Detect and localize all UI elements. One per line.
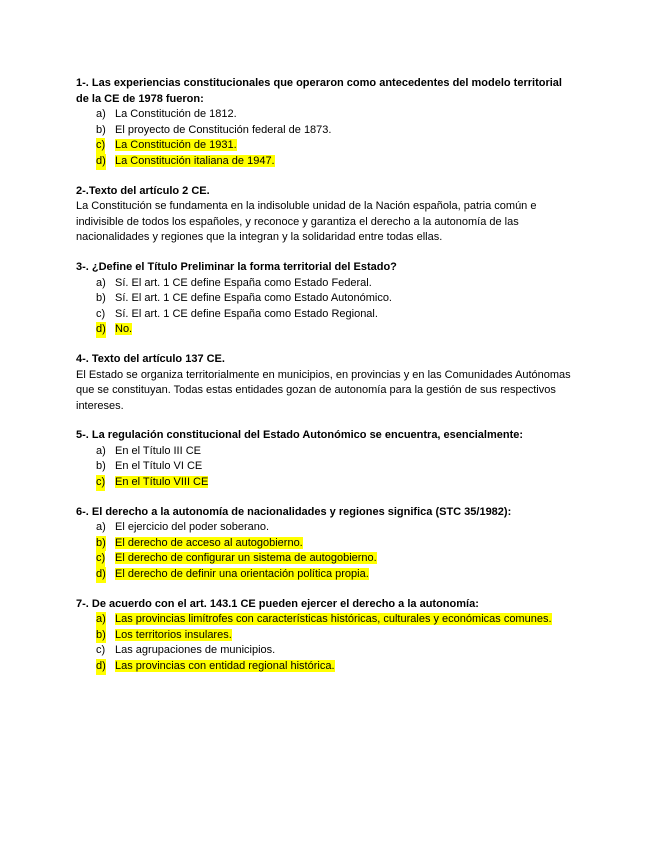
question-7 bbox=[76, 597, 575, 675]
option-letter: a) bbox=[96, 276, 106, 289]
option-c bbox=[76, 475, 575, 491]
option-text-highlighted: Las provincias con entidad regional histórica. bbox=[115, 660, 335, 672]
option-text-highlighted: Los territorios insulares. bbox=[115, 628, 232, 641]
option-text-highlighted: La Constitución de 1931. bbox=[115, 139, 237, 152]
option-letter: d) bbox=[96, 154, 106, 170]
option-letter: b) bbox=[96, 536, 106, 552]
option-text: La Constitución de 1812. bbox=[115, 108, 237, 121]
option-a bbox=[76, 276, 575, 292]
option-d bbox=[76, 567, 575, 583]
option-text: Las agrupaciones de municipios. bbox=[115, 644, 276, 657]
option-text-highlighted: La Constitución italiana de 1947. bbox=[115, 154, 275, 167]
option-letter: b) bbox=[96, 292, 106, 305]
option-text: Sí. El art. 1 CE define España como Estado Federal. bbox=[115, 276, 372, 289]
option-text-highlighted: En el Título VIII CE bbox=[115, 476, 209, 489]
question-title: 3-. ¿Define el Título Preliminar la forma territorial del Estado? bbox=[76, 260, 397, 273]
option-letter: d) bbox=[96, 567, 106, 583]
option-letter: b) bbox=[96, 628, 106, 644]
option-text-highlighted: El derecho de definir una orientación política propia. bbox=[115, 568, 369, 581]
option-list bbox=[76, 276, 575, 338]
question-5 bbox=[76, 428, 575, 490]
option-b bbox=[76, 123, 575, 139]
question-1 bbox=[76, 76, 575, 170]
option-d bbox=[76, 322, 575, 338]
option-text: En el Título III CE bbox=[115, 444, 202, 457]
option-text: Sí. El art. 1 CE define España como Estado Regional. bbox=[115, 307, 378, 320]
option-text: En el Título VI CE bbox=[115, 460, 203, 473]
option-text-highlighted: Las provincias limítrofes con características históricas, culturales y económicas comunes. bbox=[115, 613, 552, 626]
option-a bbox=[76, 107, 575, 123]
option-letter: c) bbox=[96, 138, 105, 154]
option-text: El proyecto de Constitución federal de 1873. bbox=[115, 123, 332, 136]
question-3 bbox=[76, 260, 575, 338]
question-title: 7-. De acuerdo con el art. 143.1 CE pueden ejercer el derecho a la autonomía: bbox=[76, 597, 479, 610]
option-text-highlighted: El derecho de acceso al autogobierno. bbox=[115, 536, 303, 549]
option-d bbox=[76, 154, 575, 170]
option-text-highlighted: No. bbox=[115, 323, 133, 336]
option-list bbox=[76, 520, 575, 582]
option-list bbox=[76, 612, 575, 674]
option-b bbox=[76, 536, 575, 552]
option-letter: b) bbox=[96, 123, 106, 136]
option-d bbox=[76, 659, 575, 675]
option-c bbox=[76, 643, 575, 659]
option-letter: a) bbox=[96, 521, 106, 534]
question-6 bbox=[76, 505, 575, 583]
option-c bbox=[76, 307, 575, 323]
question-title: 4-. Texto del artículo 137 CE. bbox=[76, 352, 225, 365]
option-a bbox=[76, 520, 575, 536]
option-a bbox=[76, 612, 575, 628]
option-text: El ejercicio del poder soberano. bbox=[115, 521, 270, 534]
option-letter: d) bbox=[96, 659, 106, 675]
option-list bbox=[76, 107, 575, 169]
option-letter: c) bbox=[96, 551, 105, 567]
option-letter: a) bbox=[96, 444, 106, 457]
option-list bbox=[76, 444, 575, 491]
question-4 bbox=[76, 352, 575, 414]
article-text: La Constitución se fundamenta en la indisoluble unidad de la Nación española, patria común e indivisible de todos los españoles, y reconoce y garantiza el derecho a la autonomía de las nacionalidades y regiones que la integran y la solidaridad entre todas ellas. bbox=[76, 200, 537, 244]
option-c bbox=[76, 138, 575, 154]
article-text: El Estado se organiza territorialmente en municipios, en provincias y en las Comunidades Autónomas que se constituyan. Todas estas entidades gozan de autonomía para la gestión de sus respectivos intereses. bbox=[76, 368, 571, 412]
option-letter: c) bbox=[96, 475, 105, 491]
option-letter: a) bbox=[96, 612, 106, 628]
option-text-highlighted: El derecho de configurar un sistema de autogobierno. bbox=[115, 552, 377, 565]
question-2 bbox=[76, 184, 575, 246]
option-b bbox=[76, 459, 575, 475]
option-letter: c) bbox=[96, 644, 106, 657]
question-title: 6-. El derecho a la autonomía de nacionalidades y regiones significa (STC 35/1982): bbox=[76, 505, 512, 518]
option-letter: c) bbox=[96, 307, 106, 320]
option-letter: b) bbox=[96, 460, 106, 473]
option-letter: d) bbox=[96, 322, 106, 338]
option-text: Sí. El art. 1 CE define España como Estado Autonómico. bbox=[115, 292, 392, 305]
option-letter: a) bbox=[96, 108, 106, 121]
question-title: 2-.Texto del artículo 2 CE. bbox=[76, 184, 210, 197]
question-title: 1-. Las experiencias constitucionales que operaron como antecedentes del modelo territorial de la CE de 1978 fueron: bbox=[76, 77, 562, 105]
option-c bbox=[76, 551, 575, 567]
question-title: 5-. La regulación constitucional del Estado Autonómico se encuentra, esencialmente: bbox=[76, 429, 524, 442]
option-b bbox=[76, 628, 575, 644]
option-b bbox=[76, 291, 575, 307]
option-a bbox=[76, 444, 575, 460]
